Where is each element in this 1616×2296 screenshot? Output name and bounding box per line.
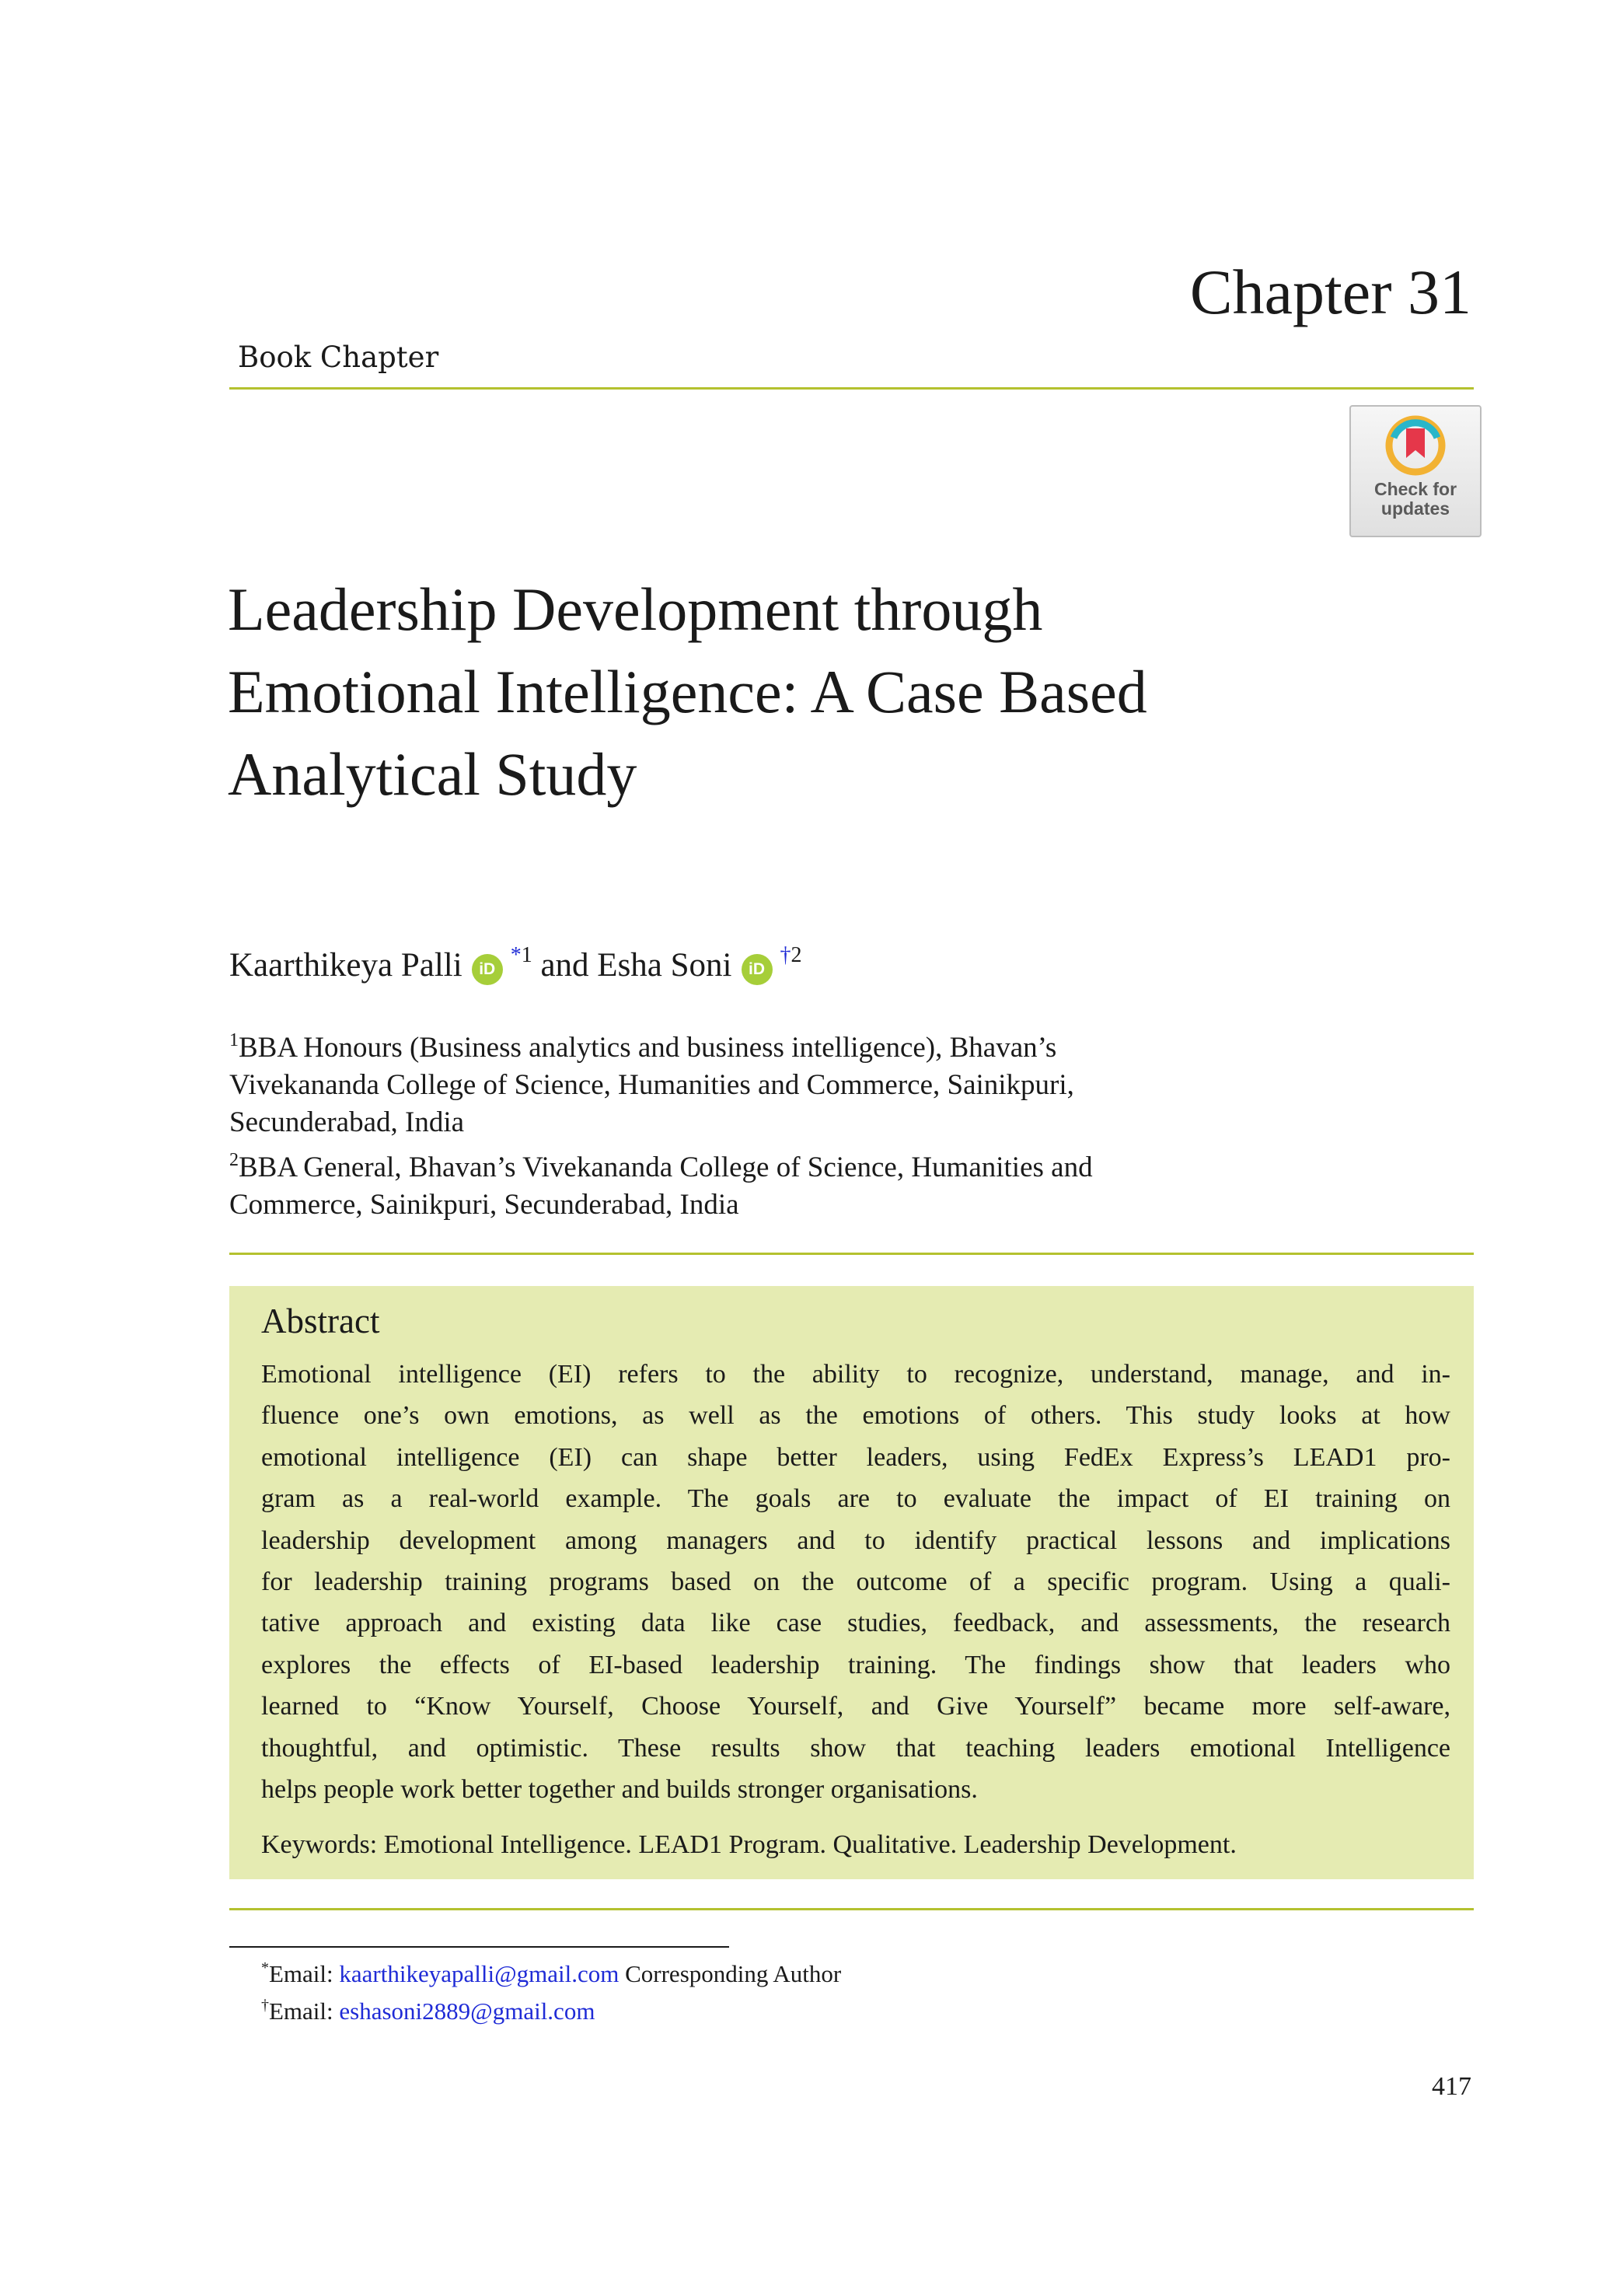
title-line: Analytical Study <box>228 740 637 808</box>
footnote <box>261 1952 841 1990</box>
email-link[interactable]: kaarthikeyapalli@gmail.com <box>339 1960 620 1987</box>
author-superscript <box>780 943 802 967</box>
check-for-updates-line2: updates <box>1380 498 1450 519</box>
affiliation-line: Secunderabad, India <box>229 1106 465 1138</box>
orcid-icon[interactable]: iD <box>472 954 503 985</box>
affiliation-line: Vivekananda College of Science, Humanities and Commerce, Sainikpuri, <box>229 1069 1074 1101</box>
affiliation-text: BBA General, Bhavan’s Vivekananda College of Science, Humanities and <box>239 1151 1093 1183</box>
abstract-line: Emotional intelligence (EI) refers to the ability to recognize, understand, manage, and in- <box>261 1360 1450 1389</box>
footnote-label: Email: <box>269 1960 333 1987</box>
orcid-icon[interactable]: iD <box>742 954 773 985</box>
author-superscript <box>511 943 532 967</box>
abstract-line: for leadership training programs based on the outcome of a specific program. Using a quali- <box>261 1567 1450 1597</box>
affiliation-line <box>229 1141 1473 1186</box>
footnote-marker: † <box>261 1997 269 2014</box>
footnote-marker-link[interactable]: * <box>510 943 522 967</box>
footnote-label: Email: <box>269 1997 333 2025</box>
affiliation-number: 1 <box>521 943 532 967</box>
check-for-updates-badge[interactable] <box>1349 405 1482 537</box>
affiliation-number: 2 <box>791 943 802 967</box>
abstract-line: emotional intelligence (EI) can shape better leaders, using FedEx Express’s LEAD1 pro- <box>261 1442 1450 1472</box>
footnote-divider <box>229 1946 729 1948</box>
abstract-line: thoughtful, and optimistic. These results show that teaching leaders emotional Intelligence <box>261 1733 1450 1763</box>
footnote-marker: * <box>261 1959 269 1976</box>
footnote-note: Corresponding Author <box>625 1960 842 1987</box>
header-divider <box>229 387 1474 390</box>
abstract-line: learned to “Know Yourself, Choose Yourself, and Give Yourself” became more self-aware, <box>261 1692 1450 1721</box>
abstract-line: leadership development among managers and to identify practical lessons and implications <box>261 1525 1450 1555</box>
author-name: Kaarthikeya Palli <box>229 947 462 984</box>
page-number: 417 <box>1432 2072 1471 2101</box>
paper-title <box>228 568 1394 816</box>
chapter-number: Chapter 31 <box>1189 257 1471 327</box>
footnote <box>261 1990 841 2027</box>
abstract-bottom-divider <box>229 1908 1474 1910</box>
abstract-body <box>261 1354 1450 1810</box>
keywords: Keywords: Emotional Intelligence. LEAD1 Program. Qualitative. Leadership Development. <box>261 1830 1237 1859</box>
title-line: Emotional Intelligence: A Case Based <box>228 658 1147 725</box>
title-line: Leadership Development through <box>228 575 1043 643</box>
abstract-line: helps people work better together and builds stronger organisations. <box>261 1775 978 1805</box>
footnotes <box>261 1952 841 2027</box>
author-conjunction: and <box>540 947 589 984</box>
affiliation-text: BBA Honours (Business analytics and business intelligence), Bhavan’s <box>239 1032 1057 1064</box>
affiliation-number: 1 <box>229 1030 239 1050</box>
affiliations <box>229 1022 1473 1224</box>
section-divider <box>229 1253 1474 1255</box>
crossmark-icon <box>1384 414 1447 477</box>
author-list <box>229 932 802 989</box>
abstract-heading: Abstract <box>261 1302 380 1340</box>
abstract-line: fluence one’s own emotions, as well as the emotions of others. This study looks at how <box>261 1401 1450 1431</box>
abstract-line: explores the effects of EI-based leadership training. The findings show that leaders who <box>261 1650 1450 1679</box>
footnote-marker-link[interactable]: † <box>780 943 791 967</box>
abstract-line: gram as a real-world example. The goals are to evaluate the impact of EI training on <box>261 1484 1450 1514</box>
email-link[interactable]: eshasoni2889@gmail.com <box>339 1997 595 2025</box>
author-name: Esha Soni <box>597 947 732 984</box>
affiliation-line <box>229 1022 1473 1067</box>
affiliation-number: 2 <box>229 1150 239 1170</box>
affiliation-line: Commerce, Sainikpuri, Secunderabad, India <box>229 1189 739 1221</box>
check-for-updates-line1: Check for <box>1373 479 1457 499</box>
book-chapter-label: Book Chapter <box>238 341 439 374</box>
abstract-line: tative approach and existing data like case studies, feedback, and assessments, the research <box>261 1609 1450 1638</box>
